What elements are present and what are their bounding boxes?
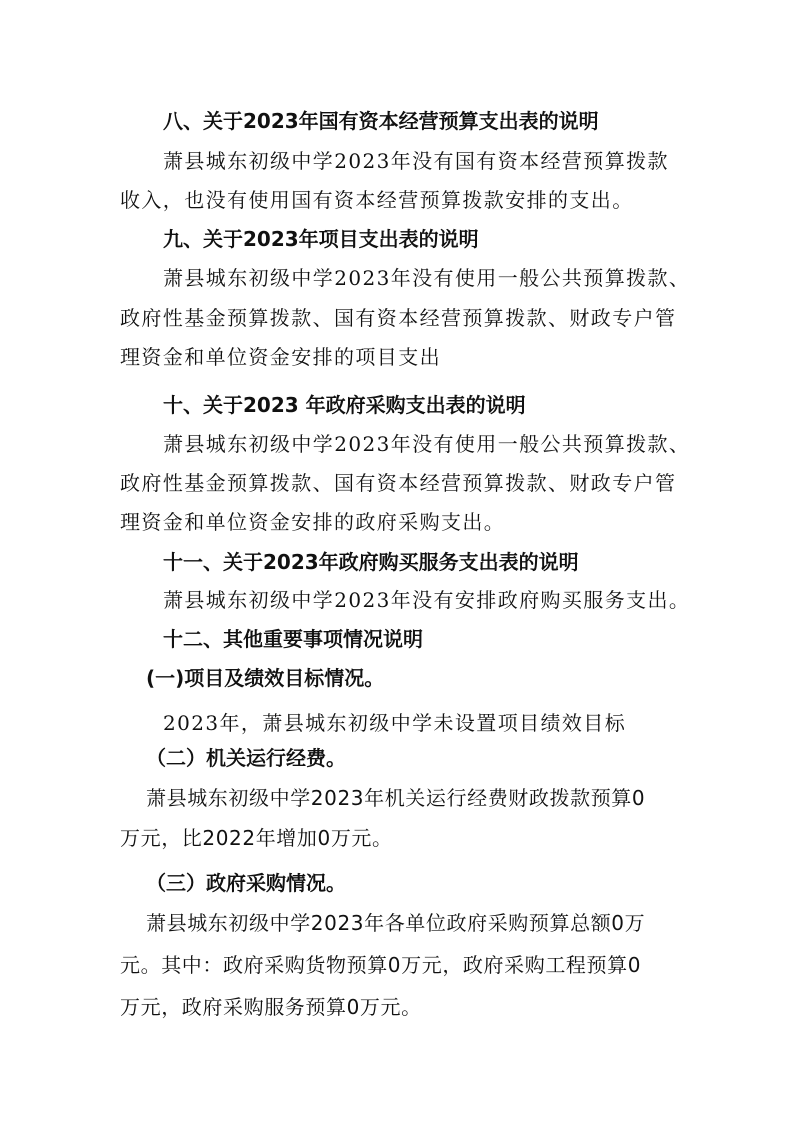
subsection-1-line-1: 2023年，萧县城东初级中学未设置项目绩效目标 bbox=[163, 711, 627, 735]
subsection-3-line-2: 元。其中：政府采购货物预算0万元，政府采购工程预算0 bbox=[120, 953, 642, 977]
subsection-3-line-3: 万元，政府采购服务预算0万元。 bbox=[120, 995, 422, 1019]
section-12-heading: 十二、其他重要事项情况说明 bbox=[163, 627, 423, 651]
section-9-line-1: 萧县城东初级中学2023年没有使用一般公共预算拨款、 bbox=[163, 266, 691, 290]
section-10-line-3: 理资金和单位资金安排的政府采购支出。 bbox=[120, 510, 506, 534]
subsection-1-heading: (一)项目及绩效目标情况。 bbox=[146, 666, 385, 690]
subsection-2-line-1: 萧县城东初级中学2023年机关运行经费财政拨款预算0 bbox=[146, 786, 646, 810]
section-10-heading: 十、关于2023 年政府采购支出表的说明 bbox=[163, 393, 526, 417]
subsection-3-line-1: 萧县城东初级中学2023年各单位政府采购预算总额0万 bbox=[146, 911, 646, 935]
section-9-line-2: 政府性基金预算拨款、国有资本经营预算拨款、财政专户管 bbox=[120, 306, 677, 330]
section-11-heading: 十一、关于2023年政府购买服务支出表的说明 bbox=[163, 550, 579, 574]
section-11-line-1: 萧县城东初级中学2023年没有安排政府购买服务支出。 bbox=[163, 588, 691, 612]
section-10-line-2: 政府性基金预算拨款、国有资本经营预算拨款、财政专户管 bbox=[120, 471, 677, 495]
subsection-2-line-2: 万元，比2022年增加0万元。 bbox=[120, 826, 393, 850]
section-8-heading: 八、关于2023年国有资本经营预算支出表的说明 bbox=[163, 109, 599, 133]
section-9-heading: 九、关于2023年项目支出表的说明 bbox=[163, 227, 479, 251]
section-8-line-1: 萧县城东初级中学2023年没有国有资本经营预算拨款 bbox=[163, 149, 669, 173]
section-10-line-1: 萧县城东初级中学2023年没有使用一般公共预算拨款、 bbox=[163, 432, 691, 456]
section-8-line-2: 收入，也没有使用国有资本经营预算拨款安排的支出。 bbox=[120, 188, 634, 212]
subsection-2-heading: （二）机关运行经费。 bbox=[146, 746, 346, 770]
section-9-line-3: 理资金和单位资金安排的项目支出 bbox=[120, 345, 441, 369]
subsection-3-heading: （三）政府采购情况。 bbox=[146, 871, 346, 895]
